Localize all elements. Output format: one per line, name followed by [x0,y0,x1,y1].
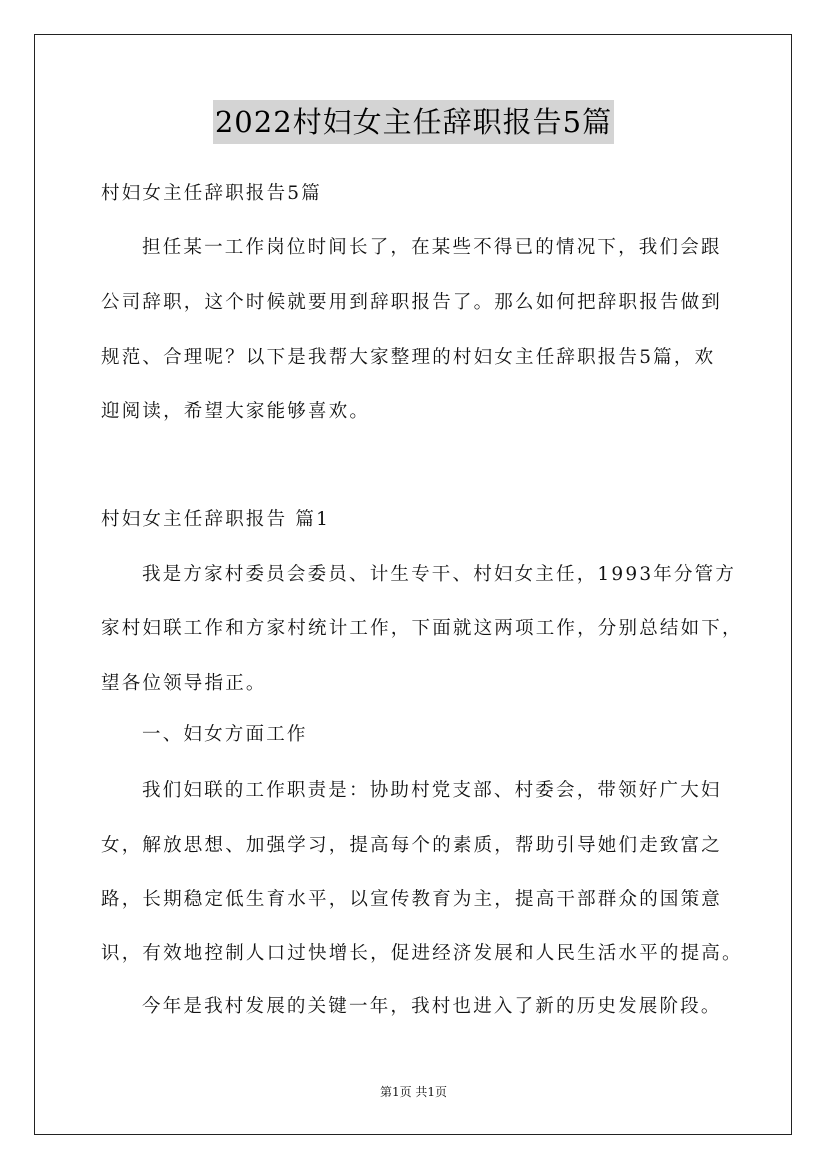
intro-line-2: 公司辞职，这个时候就要用到辞职报告了。那么如何把辞职报告做到 [101,292,723,313]
para2-line-1: 我们妇联的工作职责是：协助村党支部、村委会，带领好广大妇 [142,780,722,801]
para1-line-1: 我是方家村委员会委员、计生专干、村妇女主任，1993年分管方 [142,564,737,585]
intro-line-3: 规范、合理呢？以下是我帮大家整理的村妇女主任辞职报告5篇，欢 [101,347,716,368]
title-container [0,100,827,144]
intro-line-1: 担任某一工作岗位时间长了，在某些不得已的情况下，我们会跟 [142,237,722,258]
document-title: 2022村妇女主任辞职报告5篇 [213,100,614,144]
document-subtitle: 村妇女主任辞职报告5篇 [101,183,322,204]
para2-line-2: 女，解放思想、加强学习，提高每个的素质，帮助引导她们走致富之 [101,835,723,856]
para2-line-3: 路，长期稳定低生育水平，以宣传教育为主，提高干部群众的国策意 [101,889,723,910]
para1-line-3: 望各位领导指正。 [101,673,267,694]
subheading: 一、妇女方面工作 [142,724,308,745]
page-footer: 第1页 共1页 [379,1085,448,1099]
intro-line-4: 迎阅读，希望大家能够喜欢。 [101,401,371,422]
para3-line-1: 今年是我村发展的关键一年，我村也进入了新的历史发展阶段。 [142,996,722,1017]
para2-line-4: 识，有效地控制人口过快增长，促进经济发展和人民生活水平的提高。 [101,943,743,964]
section-heading: 村妇女主任辞职报告 篇1 [101,509,331,530]
para1-line-2: 家村妇联工作和方家村统计工作，下面就这两项工作，分别总结如下， [101,618,743,639]
